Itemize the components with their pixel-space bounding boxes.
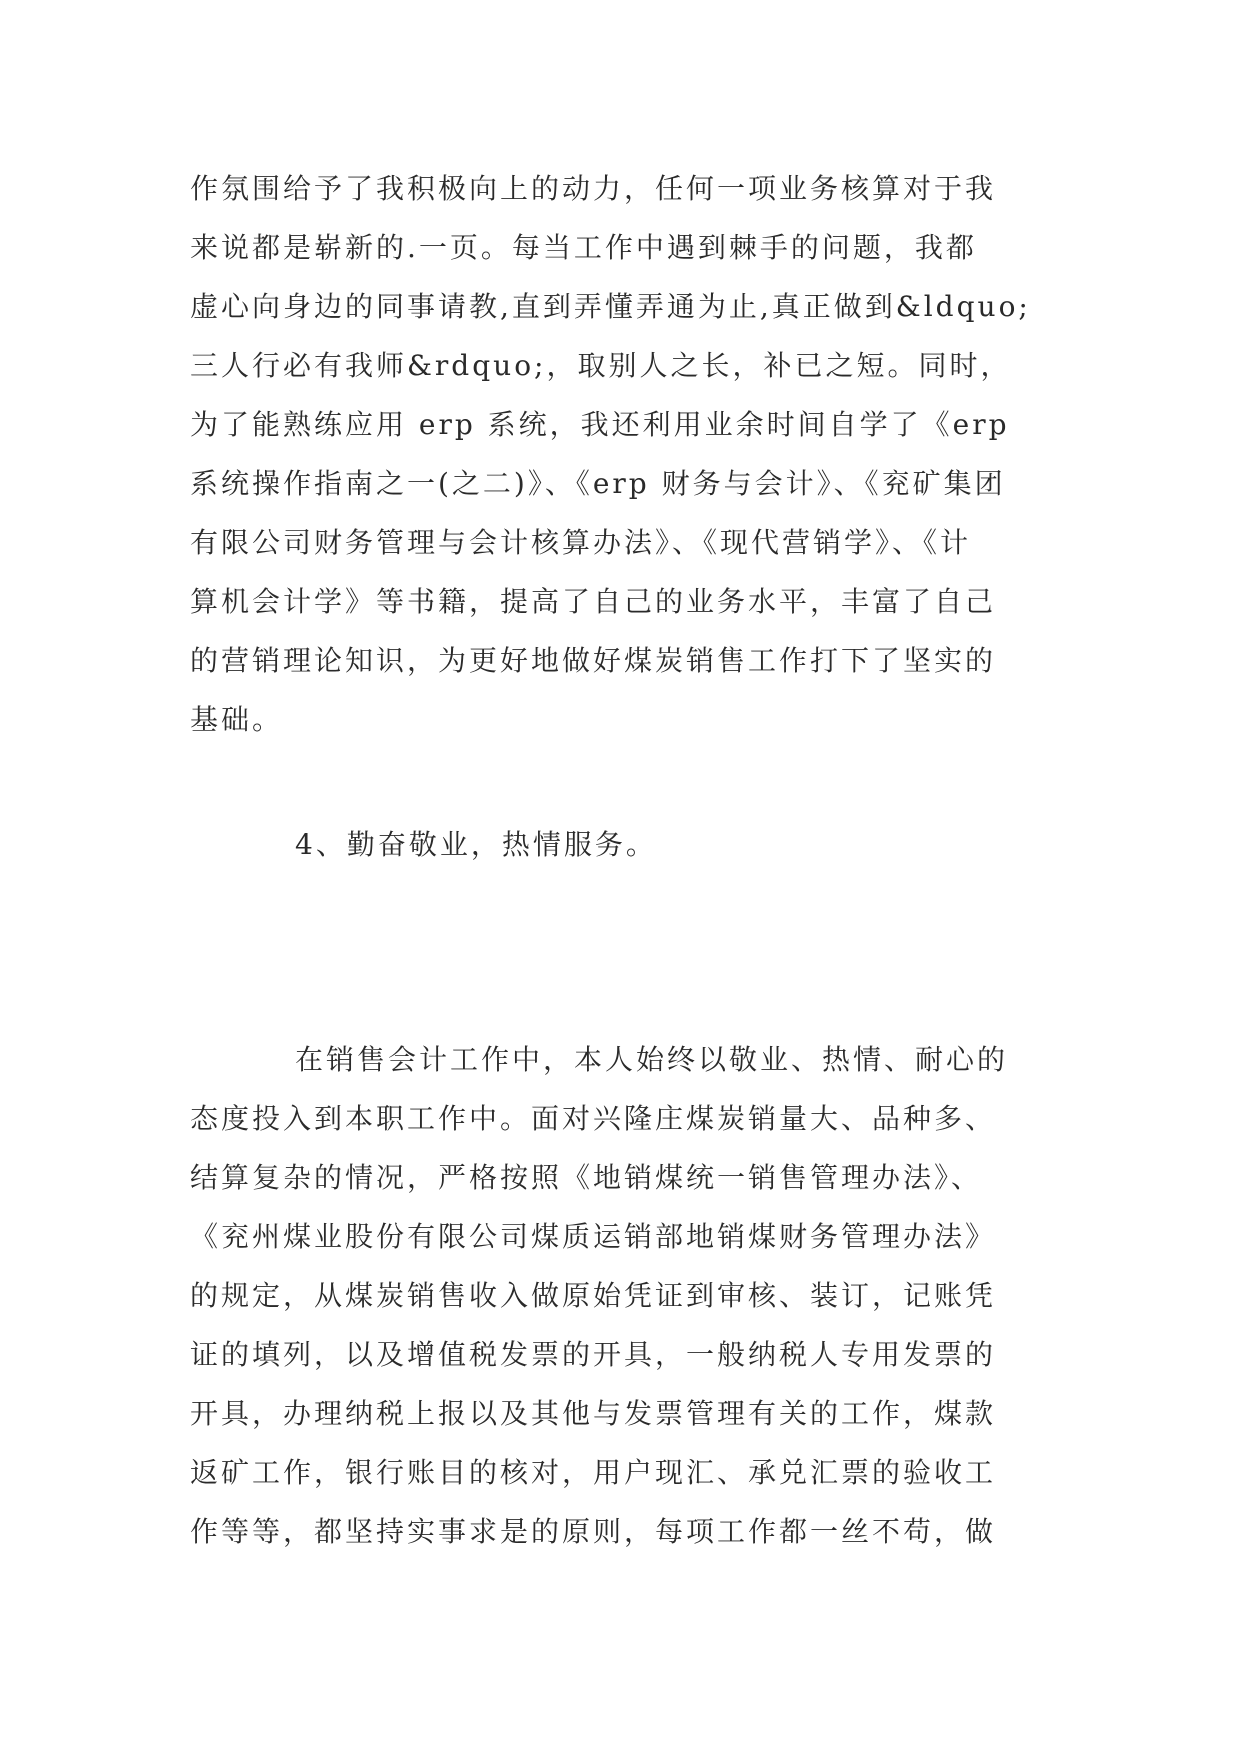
text-line: 为了能熟练应用 erp 系统，我还利用业余时间自学了《erp (190, 408, 1010, 441)
text-line: 证的填列，以及增值税发票的开具，一般纳税人专用发票的 (190, 1338, 997, 1371)
text-line: 《兖州煤业股份有限公司煤质运销部地销煤财务管理办法》 (190, 1220, 997, 1253)
text-line: 开具，办理纳税上报以及其他与发票管理有关的工作，煤款 (190, 1397, 997, 1430)
text-line: 来说都是崭新的.一页。每当工作中遇到棘手的问题，我都 (190, 231, 977, 264)
text-line: 态度投入到本职工作中。面对兴隆庄煤炭销量大、品种多、 (190, 1102, 997, 1135)
text-line: 虚心向身边的同事请教,直到弄懂弄通为止,真正做到&ldquo; (190, 290, 1031, 323)
section-heading-text: 4、勤奋敬业，热情服务。 (295, 828, 657, 861)
text-line: 算机会计学》等书籍，提高了自己的业务水平，丰富了自己 (190, 585, 997, 618)
text-line: 在销售会计工作中，本人始终以敬业、热情、耐心的 (295, 1043, 1009, 1076)
text-line: 基础。 (190, 703, 284, 736)
text-line: 的营销理论知识，为更好地做好煤炭销售工作打下了坚实的 (190, 644, 997, 677)
text-line: 三人行必有我师&rdquo;，取别人之长，补已之短。同时， (190, 349, 1012, 382)
text-line: 作氛围给予了我积极向上的动力，任何一项业务核算对于我 (190, 172, 997, 205)
section-heading (190, 815, 1070, 874)
text-line: 的规定，从煤炭销售收入做原始凭证到审核、装订，记账凭 (190, 1279, 997, 1312)
text-line: 系统操作指南之一(之二)》、《erp 财务与会计》、《兖矿集团 (190, 467, 1006, 500)
text-line: 作等等，都坚持实事求是的原则，每项工作都一丝不苟，做 (190, 1515, 997, 1548)
text-line: 结算复杂的情况，严格按照《地销煤统一销售管理办法》、 (190, 1161, 983, 1194)
paragraph-study (190, 159, 1070, 749)
text-line: 有限公司财务管理与会计核算办法》、《现代营销学》、《计 (190, 526, 972, 559)
text-line: 返矿工作，银行账目的核对，用户现汇、承兑汇票的验收工 (190, 1456, 997, 1489)
paragraph-service (190, 1030, 1070, 1561)
